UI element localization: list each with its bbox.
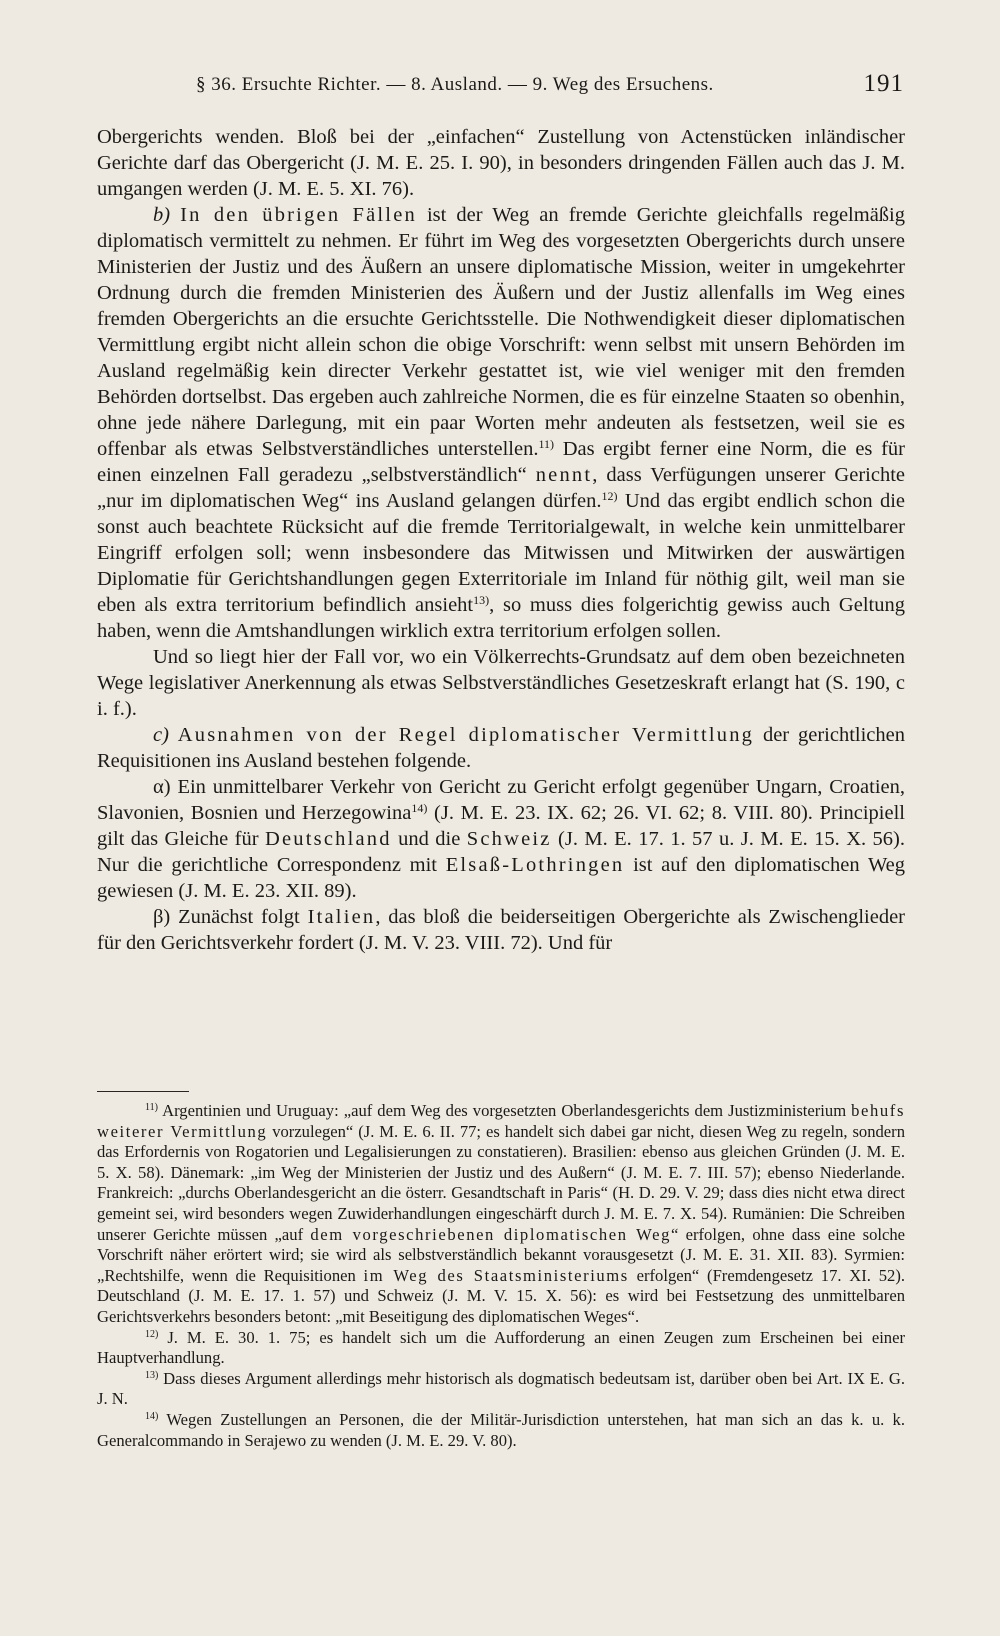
footnote-11-text-b: vorzulegen“ (J. M. E. 6. II. 77; es handelt sich dabei gar nicht, diesen Weg zu regeln, sondern das Erfordernis von Rogatorien und Legalisierungen zu constatieren). Brasilien: ebenso aus gleichen Gründen (J. M. E. 5. X. 58). Dänemark: „im Weg der Ministerien der Justiz und des Außern“ (J. M. E. 7. III. 57); ebenso Niederlande. Frankreich: „durchs Oberlandesgericht an die österr. Gesandtschaft in Paris“ (H. D. 29. V. 29; dass dies nicht etwa direct gemeint sei, wird besonders wegen Zuwiderhandlungen eingeschärft durch J. M. E. 7. X. 54). Rumänien: Die Schreiben unserer Gerichte müssen „auf (97, 1121, 905, 1244)
paragraph-2 (97, 202, 905, 644)
paragraph-4 (97, 722, 905, 774)
paragraph-2-text-b: Das ergibt ferner eine Norm, die es für einen einzelnen Fall geradezu „selbstverständlich“ (97, 438, 905, 486)
footnote-14 (97, 1410, 905, 1451)
running-head (96, 68, 904, 108)
footnote-13 (97, 1369, 905, 1410)
paragraph-6-text-b: , das bloß die beiderseitigen Obergerichte als Zwischenglieder für den Gerichtsverkehr fordert (J. M. V. 23. VIII. 72). Und für (97, 906, 905, 954)
paragraph-4-text: der gerichtlichen Requisitionen ins Ausland bestehen folgende. (97, 724, 905, 772)
enum-c: c) (153, 724, 178, 746)
page-number: 191 (863, 70, 904, 97)
footnote-11-text-a: Argentinien und Uruguay: „auf dem Weg des vorgesetzten Oberlandesgerichts dem Justizministerium (157, 1101, 852, 1120)
running-head-title: § 36. Ersuchte Richter. — 8. Ausland. — 9. Weg des Ersuchens. (196, 74, 714, 95)
footnote-ref-12: 12) (601, 489, 618, 503)
paragraph-5-text-a: α) Ein unmittelbarer Verkehr von Gericht zu Gericht erfolgt gegenüber Ungarn, Croatien, Slavonien, Bosnien und Herzegowina (97, 776, 905, 824)
spaced-emphasis: Italien (307, 906, 376, 928)
footnote-number: 13) (145, 1369, 159, 1381)
spaced-emphasis: nennt (535, 464, 593, 486)
paragraph-2-text-e: , so muss dies folgerichtig gewiss auch Geltung haben, wenn die Amtshandlungen wirklich extra territorium erfolgen sollen. (97, 594, 905, 642)
footnote-11-text-c: “ erfolgen, ohne dass eine solche Vorschrift näher erörtert wird; sie wird als selbstverständlich bekannt vorausgesetzt (J. M. E. 31. XII. 83). Syrmien: „Rechtshilfe, wenn die Requisitionen (97, 1224, 906, 1285)
spaced-emphasis: In den übrigen Fällen (180, 204, 417, 226)
paragraph-2-text-a: ist der Weg an fremde Gerichte gleichfalls regelmäßig diplomatisch vermittelt zu nehmen. Er führt im Weg des vorgesetzten Obergerichts durch unsere Ministerien der Justiz und des Äußern an unsere diplomatische Mission, weiter in umgekehrter Ordnung durch die fremden Ministerien des Äußern und der Justiz allenfalls im Weg eines fremden Obergerichts an die ersuchte Gerichtsstelle. Die Nothwendigkeit dieser diplomatischen Vermittlung ergibt nicht allein schon die obige Vorschrift: wenn selbst mit unsern Behörden im Ausland regelmäßig kein directer Verkehr gestattet ist, wie viel weniger mit den fremden Behörden dortselbst. Das ergeben auch zahlreiche Normen, die es für einzelne Staaten so obenhin, ohne jede nähere Darlegung, mit ein paar Worten mehr andeuten als festsetzen, weil sie es offenbar als etwas Selbstverständliches unterstellen. (97, 204, 905, 460)
footnote-number: 11) (145, 1102, 158, 1113)
paragraph-1: Obergerichts wenden. Bloß bei der „einfachen“ Zustellung von Actenstücken inländischer Gerichte darf das Obergericht (J. M. E. 25. I. 90), in besonders dringenden Fällen auch das J. M. umgangen werden (J. M. E. 5. XI. 76). (97, 126, 905, 200)
footnote-11-text-d: erfolgen“ (Fremdengesetz 17. XI. 52). Deutschland (J. M. E. 17. 1. 57) und Schweiz (J. M. V. 15. X. 56): es wird bei Festsetzung des unmittelbaren Gerichtsverkehrs besonders betont: „mit Beseitigung des diplomatischen Weges“. (97, 1265, 905, 1326)
main-text (97, 124, 905, 956)
footnote-14-text: Wegen Zustellungen an Personen, die der Militär-Jurisdiction unterstehen, hat man sich an das k. u. k. Generalcommando in Serajewo zu wenden (J. M. E. 29. V. 80). (97, 1409, 905, 1450)
paragraph-5-text-e: ist auf den diplomatischen Weg gewiesen (J. M. E. 23. XII. 89). (97, 854, 905, 902)
footnotes (97, 1101, 905, 1451)
footnote-ref-14: 14) (411, 801, 428, 815)
spaced-emphasis: im Weg des Staatsministeriums (363, 1265, 629, 1285)
paragraph-6 (97, 904, 905, 956)
paragraph-5-text-d: (J. M. E. 17. 1. 57 u. J. M. E. 15. X. 56). Nur die gerichtliche Correspondenz mit (97, 828, 905, 876)
spaced-emphasis: dem vorgeschriebenen diplomatischen Weg (310, 1224, 671, 1244)
spaced-emphasis: Elsaß-Lothringen (445, 854, 625, 876)
paragraph-5-text-c: und die (391, 828, 467, 850)
spaced-emphasis: Schweiz (466, 828, 552, 850)
paragraph-5 (97, 774, 905, 904)
footnote-12-text: J. M. E. 30. 1. 75; es handelt sich um die Aufforderung an einen Zeugen zum Erscheinen bei einer Hauptverhandlung. (97, 1327, 905, 1368)
spaced-emphasis: behufs weiterer Vermittlung (97, 1101, 905, 1141)
paragraph-3: Und so liegt hier der Fall vor, wo ein Völkerrechts-Grundsatz auf dem oben bezeichneten Wege legislativer Anerkennung als etwas Selbstverständliches Gesetzeskraft erlangt hat (S. 190, c i. f.). (97, 646, 905, 720)
paragraph-2-text-d: Und das ergibt endlich schon die sonst auch beachtete Rücksicht auf die fremde Territorialgewalt, in welche kein unmittelbarer Eingriff erfolgen soll; wenn insbesondere das Mitwissen und Mitwirken der auswärtigen Diplomatie für Gerichtshandlungen gegen Exterritoriale im Inland für nöthig gilt, weil man sie eben als extra territorium befindlich ansieht (97, 490, 905, 616)
paragraph-5-text-b: (J. M. E. 23. IX. 62; 26. VI. 62; 8. VIII. 80). Principiell gilt das Gleiche für (97, 802, 905, 850)
enum-b: b) (153, 204, 181, 226)
footnote-ref-13: 13) (473, 593, 490, 607)
paragraph-2-text-c: , dass Verfügungen unserer Gerichte „nur im diplomatischen Weg“ ins Ausland gelangen dürfen. (97, 464, 906, 512)
footnote-number: 14) (145, 1410, 159, 1422)
footnote-divider (97, 1091, 189, 1092)
footnote-12 (97, 1328, 905, 1369)
paragraph-6-text-a: β) Zunächst folgt (153, 906, 308, 928)
footnote-13-text: Dass dieses Argument allerdings mehr historisch als dogmatisch bedeutsam ist, darüber oben bei Art. IX E. G. J. N. (97, 1368, 905, 1409)
footnote-number: 12) (145, 1328, 159, 1340)
spaced-emphasis: Deutschland (265, 828, 392, 850)
spaced-emphasis: Ausnahmen von der Regel diplomatischer Vermittlung (177, 724, 755, 746)
footnote-11 (97, 1101, 905, 1328)
footnote-ref-11: 11) (538, 437, 555, 451)
